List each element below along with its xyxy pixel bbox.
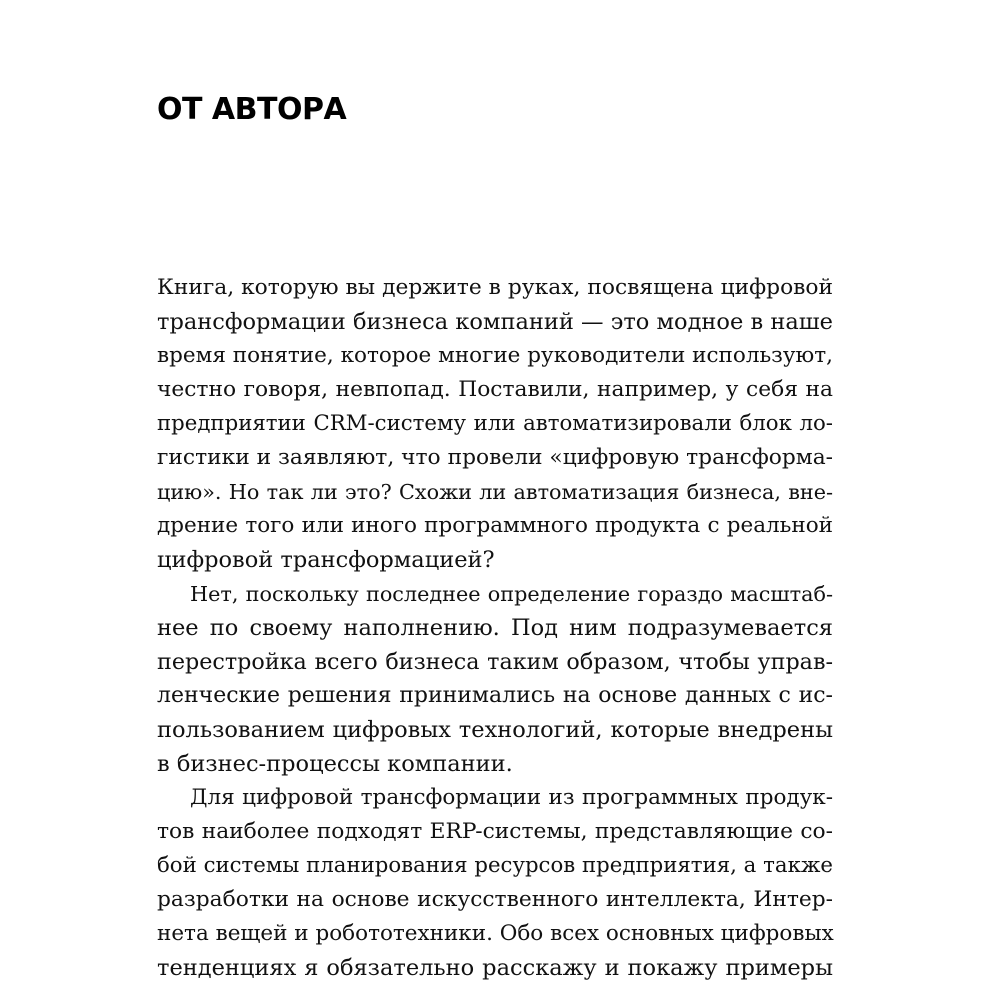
text-line: перестройка всего бизнеса таким образом, чтобы управ- bbox=[157, 649, 833, 675]
text-line: трансформации бизнеса компаний — это модное в наше bbox=[157, 309, 833, 335]
text-line: гистики и заявляют, что провели «цифровую трансформа- bbox=[157, 445, 834, 470]
text-line: разработки на основе искусственного интеллекта, Интер- bbox=[157, 887, 833, 912]
text-line: тенденциях я обязательно расскажу и покажу примеры bbox=[157, 955, 833, 981]
text-line: предприятии CRM-систему или автоматизировали блок ло- bbox=[157, 411, 833, 436]
text-line: ленческие решения принимались на основе данных с ис- bbox=[157, 683, 833, 708]
chapter-heading: ОТ АВТОРА bbox=[157, 92, 347, 127]
text-line: Книга, которую вы держите в руках, посвящена цифровой bbox=[157, 275, 833, 300]
text-line: нета вещей и робототехники. Обо всех основных цифровых bbox=[157, 921, 834, 946]
text-line: цифровой трансформацией? bbox=[157, 547, 495, 573]
text-line: дрение того или иного программного продукта с реальной bbox=[157, 513, 833, 538]
text-line: нее по своему наполнению. Под ним подразумевается bbox=[157, 615, 833, 641]
text-line: цию». Но так ли это? Схожи ли автоматизация бизнеса, вне- bbox=[157, 480, 833, 504]
text-line: бой системы планирования ресурсов предприятия, а также bbox=[157, 853, 833, 878]
text-line: честно говоря, невпопад. Поставили, например, у себя на bbox=[157, 377, 833, 402]
text-line: Нет, поскольку последнее определение гораздо масштаб- bbox=[190, 582, 833, 606]
text-line: тов наиболее подходят ERP-системы, представляющие со- bbox=[157, 819, 833, 844]
text-line: Для цифровой трансформации из программных продук- bbox=[190, 785, 833, 810]
text-line: время понятие, которое многие руководители используют, bbox=[157, 343, 833, 368]
text-line: пользованием цифровых технологий, которые внедрены bbox=[157, 717, 833, 743]
text-line: в бизнес-процессы компании. bbox=[157, 751, 513, 777]
